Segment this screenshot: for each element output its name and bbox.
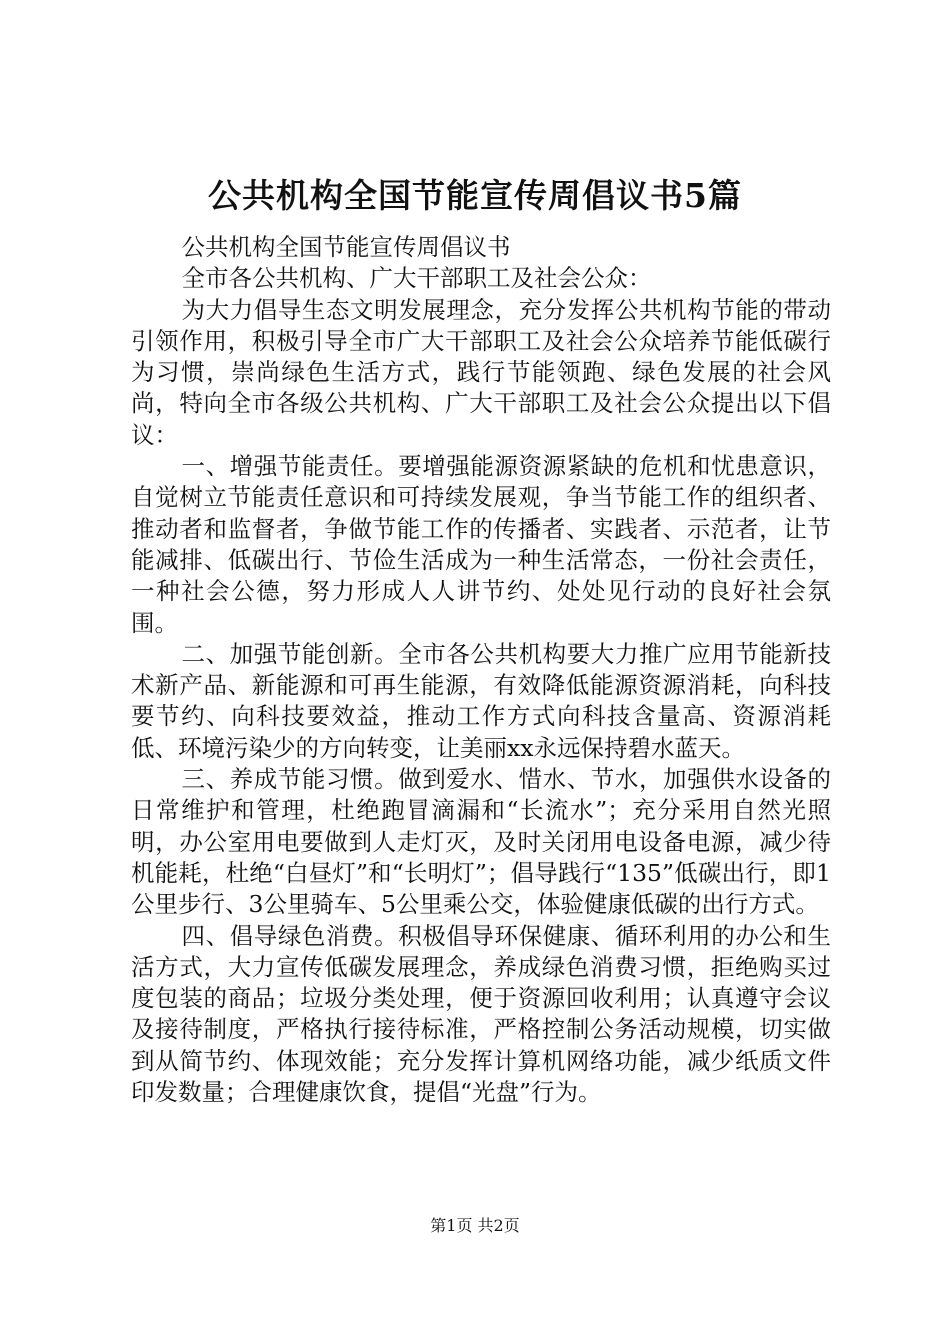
subtitle-paragraph: 公共机构全国节能宣传周倡议书 bbox=[181, 233, 511, 261]
section-two-paragraph: 二、加强节能创新。全市各公共机构要大力推广应用节能新技术新产品、新能源和可再生能源，有效降低能源资源消耗，向科技要节约、向科技要效益，推动工作方式向科技含量高、资源消耗低、环境污染少的方向转变，让美丽xx永远保持碧水蓝天。 bbox=[131, 639, 831, 762]
document-title: 公共机构全国节能宣传周倡议书5篇 bbox=[208, 176, 742, 215]
section-one-paragraph: 一、增强节能责任。要增强能源资源紧缺的危机和忧患意识，自觉树立节能责任意识和可持续发展观，争当节能工作的组织者、推动者和监督者，争做节能工作的传播者、实践者、示范者，让节能减排、低碳出行、节俭生活成为一种生活常态，一份社会责任，一种社会公德，努力形成人人讲节约、处处见行动的良好社会氛围。 bbox=[131, 452, 831, 637]
section-three-paragraph: 三、养成节能习惯。做到爱水、惜水、节水，加强供水设备的日常维护和管理，杜绝跑冒滴漏和“长流水”；充分采用自然光照明，办公室用电要做到人走灯灭，及时关闭用电设备电源，减少待机能耗，杜绝“白昼灯”和“长明灯”；倡导践行“135”低碳出行，即1公里步行、3公里骑车、5公里乘公交，体验健康低碳的出行方式。 bbox=[131, 765, 831, 919]
document-body bbox=[131, 232, 831, 1108]
page-footer: 第1页 共2页 bbox=[430, 1216, 520, 1235]
salutation-paragraph: 全市各公共机构、广大干部职工及社会公众： bbox=[181, 264, 652, 293]
section-four-paragraph: 四、倡导绿色消费。积极倡导环保健康、循环利用的办公和生活方式，大力宣传低碳发展理念，养成绿色消费习惯，拒绝购买过度包装的商品；垃圾分类处理，便于资源回收利用；认真遵守会议及接待制度，严格执行接待标准，严格控制公务活动规模，切实做到从简节约、体现效能；充分发挥计算机网络功能，减少纸质文件印发数量；合理健康饮食，提倡“光盘”行为。 bbox=[131, 921, 831, 1107]
intro-paragraph: 为大力倡导生态文明发展理念，充分发挥公共机构节能的带动引领作用，积极引导全市广大干部职工及社会公众培养节能低碳行为习惯，崇尚绿色生活方式，践行节能领跑、绿色发展的社会风尚，特向全市各级公共机构、广大干部职工及社会公众提出以下倡议： bbox=[131, 295, 831, 449]
